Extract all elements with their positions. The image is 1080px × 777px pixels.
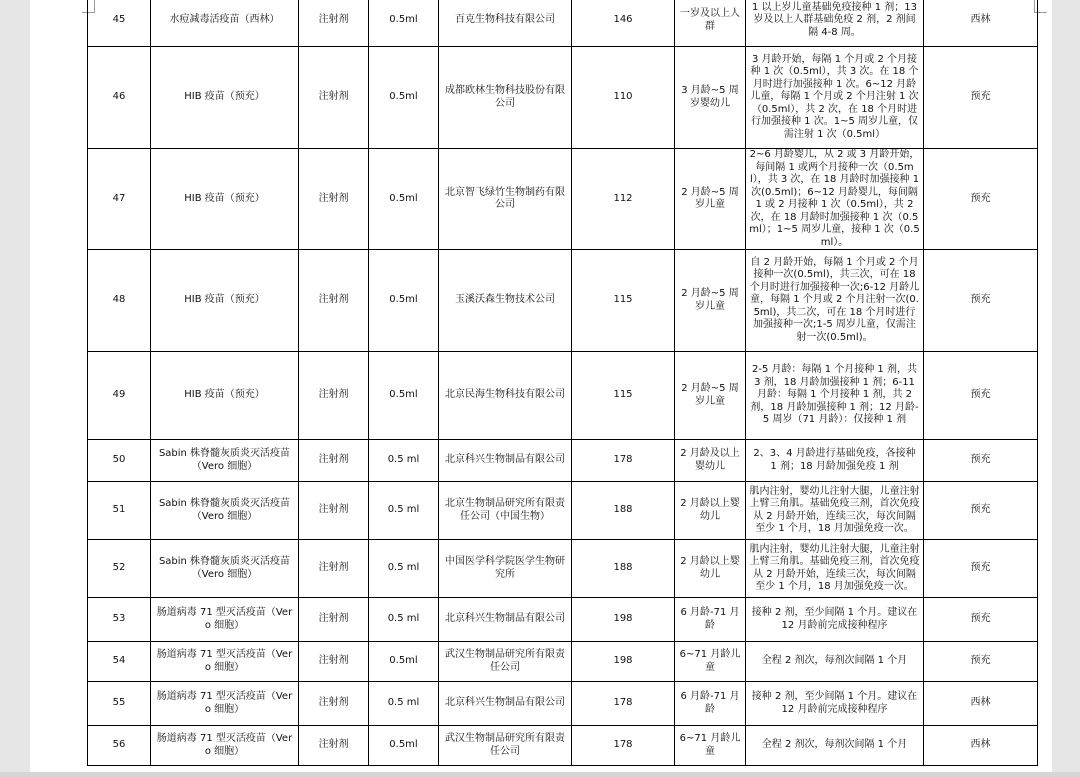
- cell-target: 6 月龄-71 月龄: [675, 598, 746, 642]
- cell-usage: 全程 2 剂次，每剂次间隔 1 个月: [746, 726, 924, 766]
- cell-category: 预充: [924, 250, 1038, 352]
- cell-target: 6~71 月龄儿童: [675, 726, 746, 766]
- cell-company: 百克生物科技有限公司: [439, 0, 572, 47]
- cell-form: 注射剂: [299, 642, 369, 682]
- cell-target: 2 月龄以上婴幼儿: [675, 540, 746, 598]
- cell-no: 45: [88, 0, 151, 47]
- cell-company: 北京生物制品研究所有限责任公司（中国生物）: [439, 482, 572, 540]
- cell-spec: 0.5 ml: [369, 482, 439, 540]
- cell-spec: 0.5ml: [369, 726, 439, 766]
- cell-name: 肠道病毒 71 型灭活疫苗（Vero 细胞）: [151, 642, 299, 682]
- cell-category: 预充: [924, 540, 1038, 598]
- cell-spec: 0.5 ml: [369, 440, 439, 482]
- table-row: [88, 352, 1038, 440]
- cell-company: 北京民海生物科技有限公司: [439, 352, 572, 440]
- cell-name: 肠道病毒 71 型灭活疫苗（Vero 细胞）: [151, 726, 299, 766]
- cell-no: 47: [88, 149, 151, 250]
- cell-price: 178: [572, 682, 675, 726]
- cell-usage: 接种 2 剂，至少间隔 1 个月。建议在 12 月龄前完成接种程序: [746, 598, 924, 642]
- cell-target: 2 月龄~5 周岁儿童: [675, 352, 746, 440]
- table-row: [88, 440, 1038, 482]
- cell-form: 注射剂: [299, 540, 369, 598]
- cell-form: 注射剂: [299, 250, 369, 352]
- cell-usage: 肌内注射，婴幼儿注射大腿，儿童注射上臂三角肌。基础免疫三剂，首次免疫从 2 月龄开始，连续三次，每次间隔至少 1 个月，18 月加强免疫一次。: [746, 540, 924, 598]
- cell-usage: 肌内注射，婴幼儿注射大腿，儿童注射上臂三角肌。基础免疫三剂，首次免疫从 2 月龄开始，连续三次，每次间隔至少 1 个月，18 月加强免疫一次。: [746, 482, 924, 540]
- cell-target: 2 月龄~5 周岁儿童: [675, 149, 746, 250]
- cell-price: 198: [572, 598, 675, 642]
- cell-no: 50: [88, 440, 151, 482]
- cell-category: 西林: [924, 0, 1038, 47]
- cell-usage: 接种 2 剂，至少间隔 1 个月。建议在 12 月龄前完成接种程序: [746, 682, 924, 726]
- cell-price: 188: [572, 540, 675, 598]
- cell-company: 中国医学科学院医学生物研究所: [439, 540, 572, 598]
- cell-no: 51: [88, 482, 151, 540]
- cell-form: 注射剂: [299, 352, 369, 440]
- table-row: [88, 0, 1038, 47]
- table-row: [88, 726, 1038, 766]
- table-row: [88, 482, 1038, 540]
- table-row: [88, 642, 1038, 682]
- cell-form: 注射剂: [299, 482, 369, 540]
- cell-form: 注射剂: [299, 47, 369, 149]
- cell-category: 预充: [924, 440, 1038, 482]
- cell-name: HIB 疫苗（预充）: [151, 250, 299, 352]
- cell-target: 2 月龄及以上婴幼儿: [675, 440, 746, 482]
- cell-company: 武汉生物制品研究所有限责任公司: [439, 726, 572, 766]
- cell-name: Sabin 株脊髓灰质炎灭活疫苗（Vero 细胞）: [151, 540, 299, 598]
- cell-price: 178: [572, 440, 675, 482]
- cell-spec: 0.5ml: [369, 250, 439, 352]
- cell-usage: 1 以上岁儿童基础免疫接种 1 剂；13 岁及以上人群基础免疫 2 剂，2 剂间隔 4-8 周。: [746, 0, 924, 47]
- cell-usage: 2~6 月龄婴儿，从 2 或 3 月龄开始，每间隔 1 或两个月接种一次（0.5ml），共 3 次，在 18 月龄时加强接种 1 次(0.5ml)；6~12 月龄婴儿，每间隔 1 或 2 月接种 1 次（0.5ml），共 2 次，在 18 月龄时加强接种 1 次（0.5ml）；1~5 周岁儿童，接种 1 次（0.5ml）。: [746, 149, 924, 250]
- viewer-bottom-bar: [0, 772, 1080, 777]
- cell-no: 48: [88, 250, 151, 352]
- cell-usage: 3 月龄开始，每隔 1 个月或 2 个月接种 1 次（0.5ml），共 3 次。在 18 个月时进行加强接种 1 次。6~12 月龄儿童，每隔 1 个月或 2 个月注射 1 次（0.5ml），共 2 次，在 18 个月时进行加强接种 1 次。1~5 周岁儿童，仅需注射 1 次（0.5ml）: [746, 47, 924, 149]
- cell-usage: 2、3、4 月龄进行基础免疫，各接种 1 剂；18 月龄加强免疫 1 剂: [746, 440, 924, 482]
- cell-category: 预充: [924, 149, 1038, 250]
- cell-target: 6~71 月龄儿童: [675, 642, 746, 682]
- cell-no: 54: [88, 642, 151, 682]
- cell-target: 一岁及以上人群: [675, 0, 746, 47]
- table-row: [88, 598, 1038, 642]
- cell-company: 北京科兴生物制品有限公司: [439, 440, 572, 482]
- table-row: [88, 682, 1038, 726]
- cell-category: 预充: [924, 47, 1038, 149]
- cell-no: 56: [88, 726, 151, 766]
- cell-category: 预充: [924, 482, 1038, 540]
- cell-target: 6 月龄-71 月龄: [675, 682, 746, 726]
- cell-name: Sabin 株脊髓灰质炎灭活疫苗（Vero 细胞）: [151, 440, 299, 482]
- cell-spec: 0.5 ml: [369, 540, 439, 598]
- cell-no: 46: [88, 47, 151, 149]
- cell-company: 成都欧林生物科技股份有限公司: [439, 47, 572, 149]
- document-page: [30, 0, 1052, 772]
- cell-category: 预充: [924, 352, 1038, 440]
- cell-no: 55: [88, 682, 151, 726]
- table-row: [88, 149, 1038, 250]
- cell-no: 52: [88, 540, 151, 598]
- cell-price: 110: [572, 47, 675, 149]
- cell-form: 注射剂: [299, 682, 369, 726]
- table-row: [88, 47, 1038, 149]
- cell-company: 北京智飞绿竹生物制药有限公司: [439, 149, 572, 250]
- cell-target: 2 月龄以上婴幼儿: [675, 482, 746, 540]
- cell-form: 注射剂: [299, 726, 369, 766]
- cell-price: 178: [572, 726, 675, 766]
- cell-spec: 0.5ml: [369, 642, 439, 682]
- table-row: [88, 540, 1038, 598]
- cell-name: HIB 疫苗（预充）: [151, 352, 299, 440]
- cell-spec: 0.5ml: [369, 352, 439, 440]
- vaccine-table: [87, 0, 1038, 766]
- cell-target: 3 月龄~5 周岁婴幼儿: [675, 47, 746, 149]
- cell-spec: 0.5ml: [369, 0, 439, 47]
- cell-no: 49: [88, 352, 151, 440]
- cell-usage: 全程 2 剂次，每剂次间隔 1 个月: [746, 642, 924, 682]
- cell-company: 北京科兴生物制品有限公司: [439, 598, 572, 642]
- cell-name: 肠道病毒 71 型灭活疫苗（Vero 细胞）: [151, 682, 299, 726]
- cell-name: Sabin 株脊髓灰质炎灭活疫苗（Vero 细胞）: [151, 482, 299, 540]
- cell-category: 西林: [924, 682, 1038, 726]
- cell-company: 武汉生物制品研究所有限责任公司: [439, 642, 572, 682]
- cell-price: 115: [572, 250, 675, 352]
- cell-spec: 0.5 ml: [369, 682, 439, 726]
- cell-price: 198: [572, 642, 675, 682]
- cell-usage: 2-5 月龄：每隔 1 个月接种 1 剂，共 3 剂，18 月龄加强接种 1 剂；6-11 月龄：每隔 1 个月接种 1 剂，共 2 剂，18 月龄加强接种 1 剂；12 月龄-5 周岁（71 月龄）：仅接种 1 剂: [746, 352, 924, 440]
- cell-price: 188: [572, 482, 675, 540]
- cell-form: 注射剂: [299, 149, 369, 250]
- cell-category: 预充: [924, 642, 1038, 682]
- cell-form: 注射剂: [299, 598, 369, 642]
- table-row: [88, 250, 1038, 352]
- cell-spec: 0.5ml: [369, 149, 439, 250]
- cell-price: 146: [572, 0, 675, 47]
- cell-usage: 自 2 月龄开始，每隔 1 个月或 2 个月接种一次(0.5ml)，共三次，可在 18 个月时进行加强接种一次;6-12 月龄儿童，每隔 1 个月或 2 个月注射一次(0.5ml)，共二次，可在 18 个月时进行加强接种一次;1-5 周岁儿童，仅需注射一次(0.5ml)。: [746, 250, 924, 352]
- cell-name: HIB 疫苗（预充）: [151, 47, 299, 149]
- cell-price: 112: [572, 149, 675, 250]
- cell-price: 115: [572, 352, 675, 440]
- cell-spec: 0.5 ml: [369, 598, 439, 642]
- cell-company: 玉溪沃森生物技术公司: [439, 250, 572, 352]
- cell-spec: 0.5ml: [369, 47, 439, 149]
- cell-form: 注射剂: [299, 440, 369, 482]
- cell-category: 预充: [924, 598, 1038, 642]
- cell-form: 注射剂: [299, 0, 369, 47]
- cell-name: 肠道病毒 71 型灭活疫苗（Vero 细胞）: [151, 598, 299, 642]
- cell-no: 53: [88, 598, 151, 642]
- cell-name: HIB 疫苗（预充）: [151, 149, 299, 250]
- cell-company: 北京科兴生物制品有限公司: [439, 682, 572, 726]
- cell-category: 西林: [924, 726, 1038, 766]
- cell-name: 水痘减毒活疫苗（西林）: [151, 0, 299, 47]
- cell-target: 2 月龄~5 周岁儿童: [675, 250, 746, 352]
